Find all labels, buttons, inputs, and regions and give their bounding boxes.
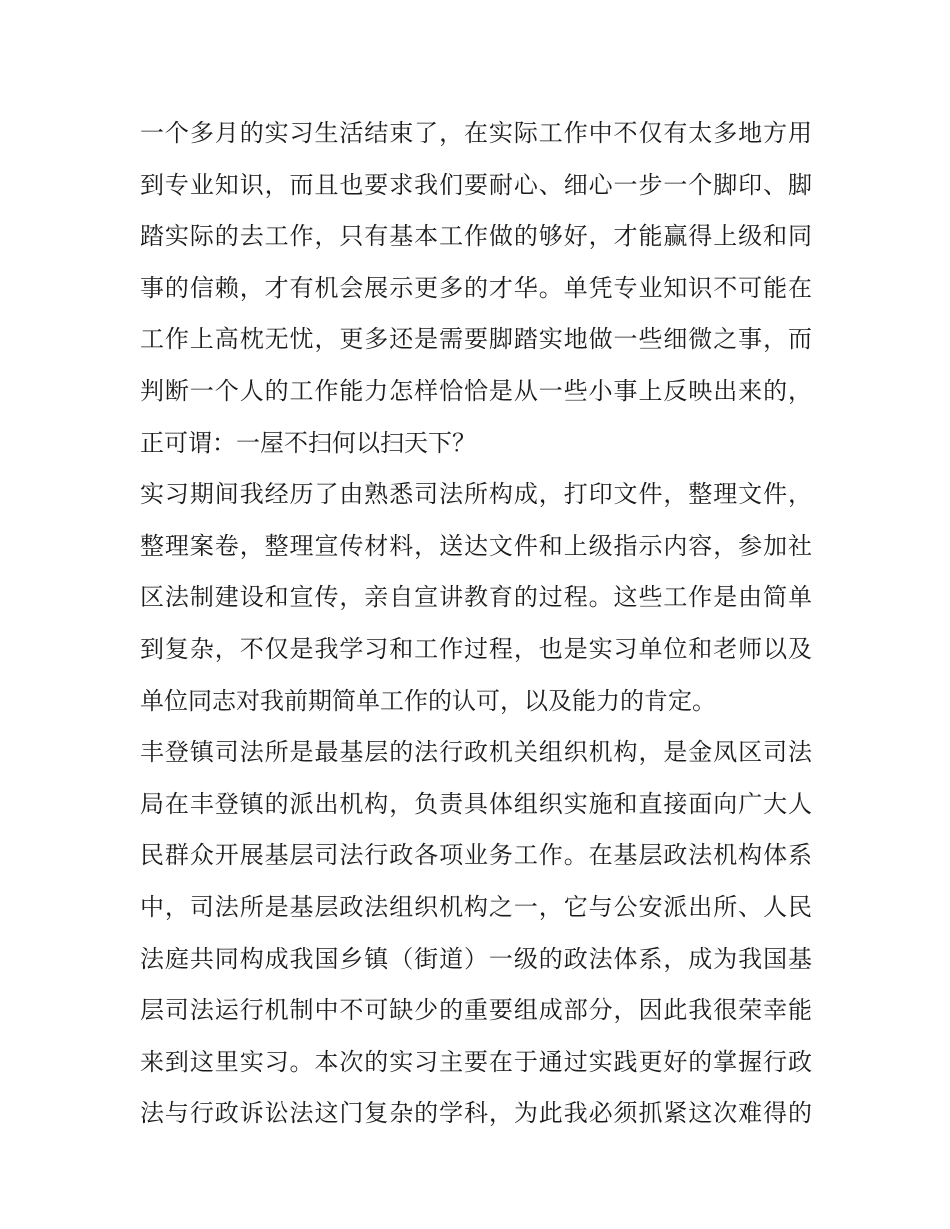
text-line: 法庭共同构成我国乡镇（街道）一级的政法体系，成为我国基	[140, 944, 812, 973]
text-line: 层司法运行机制中不可缺少的重要组成部分，因此我很荣幸能	[140, 996, 812, 1025]
text-line: 到专业知识，而且也要求我们要耐心、细心一步一个脚印、脚	[140, 170, 812, 199]
text-line: 踏实际的去工作，只有基本工作做的够好，才能赢得上级和同	[140, 222, 812, 251]
text-line: 正可谓：一屋不扫何以扫天下？	[140, 428, 476, 457]
text-line: 事的信赖，才有机会展示更多的才华。单凭专业知识不可能在	[140, 273, 812, 302]
text-line: 局在丰登镇的派出机构，负责具体组织实施和直接面向广大人	[140, 789, 812, 818]
text-line: 到复杂，不仅是我学习和工作过程，也是实习单位和老师以及	[140, 634, 812, 663]
paragraph-2	[140, 469, 812, 727]
text-line: 区法制建设和宣传，亲自宣讲教育的过程。这些工作是由简单	[140, 583, 812, 612]
document-body	[140, 108, 812, 1140]
text-line: 民群众开展基层司法行政各项业务工作。在基层政法机构体系	[140, 841, 812, 870]
text-line: 中，司法所是基层政法组织机构之一，它与公安派出所、人民	[140, 892, 812, 921]
text-line: 整理案卷，整理宣传材料，送达文件和上级指示内容，参加社	[140, 531, 812, 560]
text-line: 一个多月的实习生活结束了，在实际工作中不仅有太多地方用	[140, 119, 812, 147]
text-line: 实习期间我经历了由熟悉司法所构成，打印文件，整理文件，	[140, 480, 812, 509]
text-line: 来到这里实习。本次的实习主要在于通过实践更好的掌握行政	[140, 1047, 812, 1076]
text-line: 法与行政诉讼法这门复杂的学科，为此我必须抓紧这次难得的	[140, 1099, 812, 1128]
text-line: 单位同志对我前期简单工作的认可，以及能力的肯定。	[140, 686, 716, 715]
paragraph-3	[140, 727, 812, 1140]
text-line: 丰登镇司法所是最基层的法行政机关组织机构，是金凤区司法	[140, 738, 812, 767]
paragraph-1	[140, 108, 812, 469]
text-line: 判断一个人的工作能力怎样恰恰是从一些小事上反映出来的，	[140, 376, 812, 405]
text-line: 工作上高枕无忧，更多还是需要脚踏实地做一些细微之事，而	[140, 325, 812, 354]
